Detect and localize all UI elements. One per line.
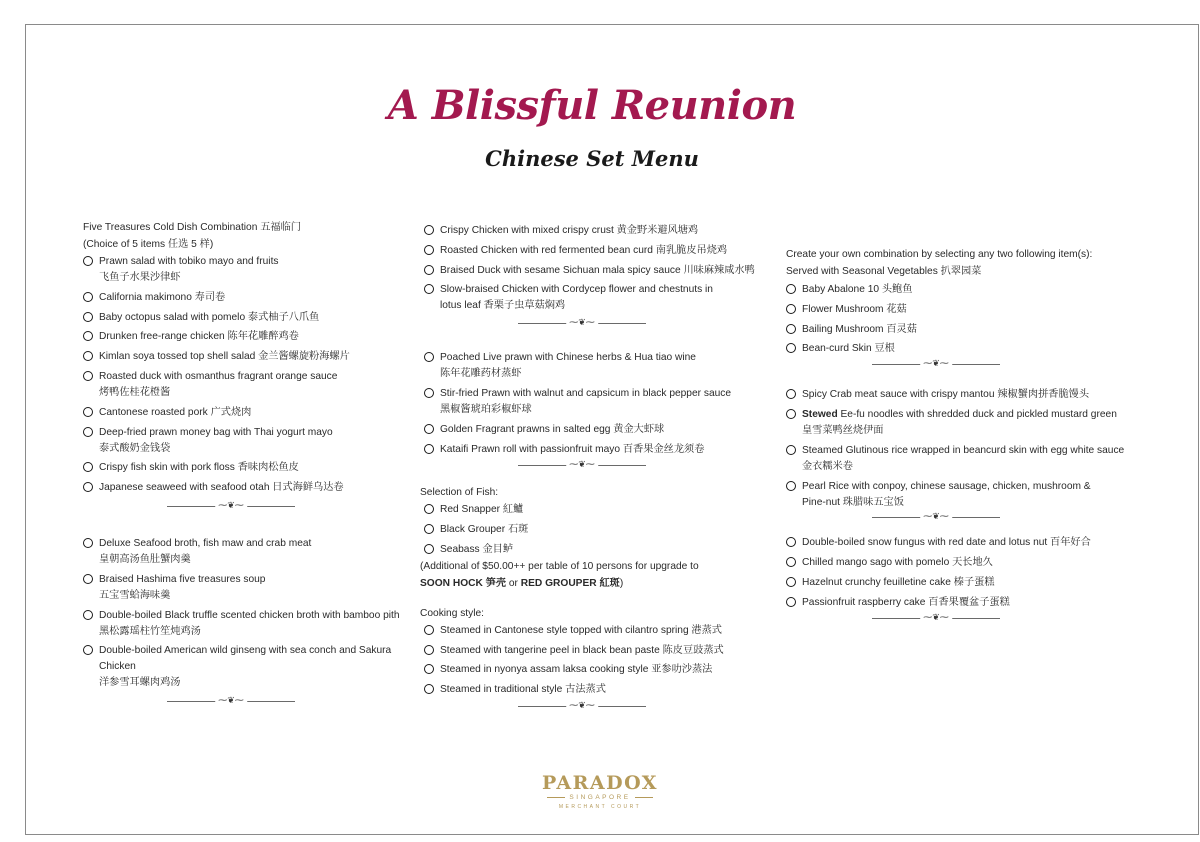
fish-item bbox=[424, 524, 764, 538]
cooking-style-list bbox=[424, 625, 764, 698]
menu-item-text: Crispy fish skin with pork floss 香味肉松鱼皮 bbox=[99, 462, 299, 474]
menu-item-text: California makimono 寿司卷 bbox=[99, 291, 226, 303]
fish-heading: Selection of Fish: bbox=[420, 487, 499, 499]
checkbox-circle-icon bbox=[83, 482, 93, 492]
cold-dish-heading: Five Treasures Cold Dish Combination 五福临门 bbox=[83, 222, 301, 233]
menu-item-text: Kimlan soya tossed top shell salad 金兰酱螺旋粉海螺片 bbox=[99, 351, 350, 363]
checkbox-circle-icon bbox=[786, 409, 796, 419]
checkbox-circle-icon bbox=[424, 684, 434, 694]
checkbox-circle-icon bbox=[83, 407, 93, 417]
menu-item-text: Slow-braised Chicken with Cordycep flower and chestnuts in bbox=[440, 284, 713, 296]
fish-item bbox=[424, 544, 764, 558]
menu-item-text: Poached Live prawn with Chinese herbs & Hua tiao wine bbox=[440, 352, 696, 364]
menu-item-text: Steamed Glutinous rice wrapped in beancurd skin with egg white sauce bbox=[802, 444, 1125, 456]
dessert-item bbox=[786, 597, 1126, 611]
menu-item-text: Hazelnut crunchy feuilletine cake 榛子蛋糕 bbox=[802, 576, 995, 588]
rice-noodle-item bbox=[786, 409, 1126, 439]
menu-item-text: Crispy Chicken with mixed crispy crust 黄金野米避风塘鸡 bbox=[440, 225, 699, 236]
menu-item-text: Stir-fried Prawn with walnut and capsicum in black pepper sauce bbox=[440, 387, 732, 399]
cooking-style-item bbox=[424, 645, 764, 659]
menu-item-text: Golden Fragrant prawns in salted egg 黄金大虾球 bbox=[440, 423, 665, 435]
menu-item-text: Steamed in Cantonese style topped with cilantro spring 港蒸式 bbox=[440, 624, 722, 636]
menu-item-text: Cantonese roasted pork 广式烧肉 bbox=[99, 406, 252, 418]
checkbox-circle-icon bbox=[83, 256, 93, 266]
menu-subtitle: Chinese Set Menu bbox=[485, 146, 699, 171]
checkbox-circle-icon bbox=[786, 481, 796, 491]
menu-item-text: 皇朝高汤鱼肚蟹肉羹 bbox=[99, 553, 191, 565]
checkbox-circle-icon bbox=[83, 462, 93, 472]
soup-item bbox=[83, 538, 403, 568]
checkbox-circle-icon bbox=[786, 577, 796, 587]
soup-item bbox=[83, 574, 403, 604]
vegetable-item bbox=[786, 304, 1126, 318]
menu-item-text: 烤鸭佐桂花橙酱 bbox=[99, 386, 171, 398]
chicken-list bbox=[424, 225, 764, 314]
menu-item-text: Double-boiled Black truffle scented chicken broth with bamboo pith bbox=[99, 609, 400, 621]
checkbox-circle-icon bbox=[83, 312, 93, 322]
cold-dish-item bbox=[83, 462, 403, 476]
dessert-list bbox=[786, 537, 1126, 610]
cooking-style-item bbox=[424, 684, 764, 698]
checkbox-circle-icon bbox=[424, 284, 434, 294]
fish-list bbox=[424, 504, 764, 558]
checkbox-circle-icon bbox=[424, 645, 434, 655]
menu-item-text: Spicy Crab meat sauce with crispy mantou 辣椒蟹肉拼香脆馒头 bbox=[802, 389, 1090, 401]
checkbox-circle-icon bbox=[424, 245, 434, 255]
checkbox-circle-icon bbox=[786, 284, 796, 294]
checkbox-circle-icon bbox=[786, 389, 796, 399]
soup-item bbox=[83, 610, 403, 640]
prawn-item bbox=[424, 424, 764, 438]
rice-noodle-item bbox=[786, 389, 1126, 403]
fish-upgrade-options: SOON HOCK 笋壳 or RED GROUPER 紅斑) bbox=[420, 577, 624, 589]
logo-subline: MERCHANT COURT bbox=[558, 804, 642, 810]
checkbox-circle-icon bbox=[83, 645, 93, 655]
menu-item-text: 飞鱼子水果沙律虾 bbox=[99, 272, 181, 283]
rice-noodle-list bbox=[786, 389, 1126, 510]
menu-item-text: Double-boiled American wild ginseng with sea conch and Sakura bbox=[99, 645, 392, 657]
divider-ornament-icon: ⁓❦⁓ bbox=[215, 501, 247, 511]
menu-item-text: Roasted Chicken with red fermented bean curd 南乳脆皮吊烧鸡 bbox=[440, 244, 728, 256]
logo-city: SINGAPORE bbox=[0, 794, 1200, 802]
cooking-style-item bbox=[424, 664, 764, 678]
chicken-item bbox=[424, 284, 764, 314]
cold-dish-item bbox=[83, 292, 403, 306]
menu-item-text: 洋参雪耳螺肉鸡汤 bbox=[99, 677, 181, 689]
menu-item-text: Passionfruit raspberry cake 百香果覆盆子蛋糕 bbox=[802, 596, 1010, 608]
checkbox-circle-icon bbox=[786, 597, 796, 607]
divider-ornament-icon: ⁓❦⁓ bbox=[566, 460, 598, 470]
chicken-item bbox=[424, 225, 764, 239]
menu-item-text: Baby Abalone 10 头鲍鱼 bbox=[802, 284, 913, 295]
section-divider bbox=[518, 702, 646, 712]
checkbox-circle-icon bbox=[83, 538, 93, 548]
divider-ornament-icon: ⁓❦⁓ bbox=[920, 613, 952, 623]
checkbox-circle-icon bbox=[83, 371, 93, 381]
stewed-prefix: Stewed bbox=[802, 408, 841, 420]
checkbox-circle-icon bbox=[424, 625, 434, 635]
vegetable-item bbox=[786, 343, 1126, 357]
menu-item-text: 皇雪菜鸭丝烧伊面 bbox=[802, 424, 884, 436]
dessert-item bbox=[786, 557, 1126, 571]
menu-item-text: Kataifi Prawn roll with passionfruit mayo 百香果金丝龙须卷 bbox=[440, 443, 705, 455]
divider-ornament-icon: ⁓❦⁓ bbox=[566, 701, 598, 711]
menu-item-text: Black Grouper 石斑 bbox=[440, 524, 529, 536]
section-divider bbox=[872, 360, 1000, 370]
checkbox-circle-icon bbox=[424, 444, 434, 454]
prawn-item bbox=[424, 444, 764, 458]
checkbox-circle-icon bbox=[83, 292, 93, 302]
cooking-style-item bbox=[424, 625, 764, 639]
cold-dish-item bbox=[83, 256, 403, 286]
checkbox-circle-icon bbox=[424, 504, 434, 514]
checkbox-circle-icon bbox=[83, 351, 93, 361]
menu-item-text: 黑椒酱琥珀彩椒虾球 bbox=[440, 403, 532, 415]
menu-item-text: lotus leaf 香栗子虫草菇焖鸡 bbox=[440, 300, 566, 312]
rice-noodle-item bbox=[786, 445, 1126, 475]
menu-item-text: Japanese seaweed with seafood otah 日式海鲜乌达卷 bbox=[99, 482, 344, 494]
menu-item-text: Pine-nut 珠腊味五宝饭 bbox=[802, 496, 904, 508]
menu-item-text: Roasted duck with osmanthus fragrant orange sauce bbox=[99, 370, 338, 382]
menu-item-text: Drunken free-range chicken 陈年花雕醉鸡卷 bbox=[99, 331, 299, 343]
divider-ornament-icon: ⁓❦⁓ bbox=[920, 512, 952, 522]
cold-dish-item bbox=[83, 482, 403, 496]
menu-item-text: Prawn salad with tobiko mayo and fruits bbox=[99, 256, 279, 267]
menu-item-text: 陈年花雕药材蒸虾 bbox=[440, 368, 522, 380]
checkbox-circle-icon bbox=[83, 610, 93, 620]
checkbox-circle-icon bbox=[424, 352, 434, 362]
combination-heading: Create your own combination by selecting any two following item(s): bbox=[786, 249, 1093, 260]
checkbox-circle-icon bbox=[786, 304, 796, 314]
cold-dish-choice-note: (Choice of 5 items 任选 5 样) bbox=[83, 239, 214, 250]
menu-item-text: Seabass 金目鲈 bbox=[440, 543, 514, 555]
section-divider bbox=[872, 513, 1000, 523]
column-cold-dishes-soups bbox=[83, 219, 403, 707]
dessert-item bbox=[786, 577, 1126, 591]
menu-item-text: Deluxe Seafood broth, fish maw and crab meat bbox=[99, 537, 312, 549]
soup-item bbox=[83, 645, 403, 691]
menu-item-text: Baby octopus salad with pomelo 泰式柚子八爪鱼 bbox=[99, 311, 320, 323]
vegetable-item bbox=[786, 284, 1126, 298]
section-divider bbox=[518, 461, 646, 471]
checkbox-circle-icon bbox=[83, 427, 93, 437]
cold-dish-item bbox=[83, 312, 403, 326]
menu-item-text: Red Snapper 紅鱸 bbox=[440, 504, 524, 516]
vegetables-heading: Served with Seasonal Vegetables 扒翠园菜 bbox=[786, 266, 982, 277]
checkbox-circle-icon bbox=[786, 343, 796, 353]
menu-item-text: Steamed in traditional style 古法蒸式 bbox=[440, 684, 606, 696]
vegetable-item bbox=[786, 324, 1126, 338]
fish-item bbox=[424, 504, 764, 518]
cold-dish-item bbox=[83, 351, 403, 365]
column-chicken-prawn-fish bbox=[420, 225, 764, 712]
checkbox-circle-icon bbox=[786, 324, 796, 334]
menu-item-text: Stewed Ee-fu noodles with shredded duck and pickled mustard green bbox=[802, 408, 1117, 420]
cold-dish-list bbox=[83, 256, 403, 496]
checkbox-circle-icon bbox=[83, 574, 93, 584]
soup-list bbox=[83, 538, 403, 691]
menu-item-text: 泰式酸奶金钱袋 bbox=[99, 442, 171, 454]
cooking-style-heading: Cooking style: bbox=[420, 607, 484, 619]
divider-ornament-icon: ⁓❦⁓ bbox=[215, 696, 247, 706]
section-divider bbox=[518, 319, 646, 329]
cold-dish-item bbox=[83, 427, 403, 457]
checkbox-circle-icon bbox=[786, 557, 796, 567]
cold-dish-item bbox=[83, 407, 403, 421]
divider-ornament-icon: ⁓❦⁓ bbox=[920, 359, 952, 369]
cold-dish-item bbox=[83, 331, 403, 345]
checkbox-circle-icon bbox=[424, 388, 434, 398]
menu-item-text: Double-boiled snow fungus with red date and lotus nut 百年好合 bbox=[802, 537, 1091, 549]
menu-item-text: Steamed in nyonya assam laksa cooking style 亚参叻沙蒸法 bbox=[440, 664, 713, 676]
prawn-item bbox=[424, 352, 764, 382]
red-grouper-option: RED GROUPER 紅斑 bbox=[520, 577, 620, 589]
menu-item-text: Braised Duck with sesame Sichuan mala spicy sauce 川味麻辣咸水鸭 bbox=[440, 264, 755, 276]
fish-upgrade-note: (Additional of $50.00++ per table of 10 persons for upgrade to bbox=[420, 560, 699, 572]
prawn-list bbox=[424, 352, 764, 457]
menu-item-text: Pearl Rice with conpoy, chinese sausage, chicken, mushroom & bbox=[802, 480, 1091, 492]
checkbox-circle-icon bbox=[424, 544, 434, 554]
prawn-item bbox=[424, 388, 764, 418]
menu-item-text: 黑松露瑶柱竹笙炖鸡汤 bbox=[99, 625, 201, 637]
soon-hock-option: SOON HOCK 笋壳 bbox=[420, 577, 507, 589]
checkbox-circle-icon bbox=[786, 537, 796, 547]
divider-ornament-icon: ⁓❦⁓ bbox=[566, 318, 598, 328]
checkbox-circle-icon bbox=[424, 664, 434, 674]
section-divider bbox=[167, 502, 295, 512]
menu-title: A Blissful Reunion bbox=[387, 82, 797, 129]
checkbox-circle-icon bbox=[424, 225, 434, 235]
logo-name: PARADOX bbox=[541, 772, 659, 794]
section-divider bbox=[167, 697, 295, 707]
menu-item-text: Chicken bbox=[99, 661, 136, 673]
menu-item-text: Bean-curd Skin 豆根 bbox=[802, 343, 895, 355]
dessert-item bbox=[786, 537, 1126, 551]
menu-item-text: Chilled mango sago with pomelo 天长地久 bbox=[802, 557, 993, 569]
paradox-logo bbox=[0, 772, 1200, 812]
checkbox-circle-icon bbox=[424, 265, 434, 275]
menu-item-text: Bailing Mushroom 百灵菇 bbox=[802, 323, 917, 335]
checkbox-circle-icon bbox=[424, 524, 434, 534]
chicken-item bbox=[424, 265, 764, 279]
checkbox-circle-icon bbox=[786, 445, 796, 455]
column-vegetables-rice-desserts bbox=[786, 246, 1126, 624]
cold-dish-item bbox=[83, 371, 403, 401]
menu-item-text: Deep-fried prawn money bag with Thai yogurt mayo bbox=[99, 426, 333, 438]
menu-item-text: Steamed with tangerine peel in black bean paste 陈皮豆豉蒸式 bbox=[440, 644, 724, 656]
checkbox-circle-icon bbox=[424, 424, 434, 434]
menu-item-text: Flower Mushroom 花菇 bbox=[802, 303, 907, 315]
menu-item-text: 金衣糯米卷 bbox=[802, 460, 853, 472]
menu-item-text: Braised Hashima five treasures soup bbox=[99, 573, 266, 585]
menu-item-text: 五宝雪蛤海味羹 bbox=[99, 589, 171, 601]
rice-noodle-item bbox=[786, 481, 1126, 511]
section-divider bbox=[872, 614, 1000, 624]
vegetable-list bbox=[786, 284, 1126, 357]
checkbox-circle-icon bbox=[83, 331, 93, 341]
chicken-item bbox=[424, 245, 764, 259]
